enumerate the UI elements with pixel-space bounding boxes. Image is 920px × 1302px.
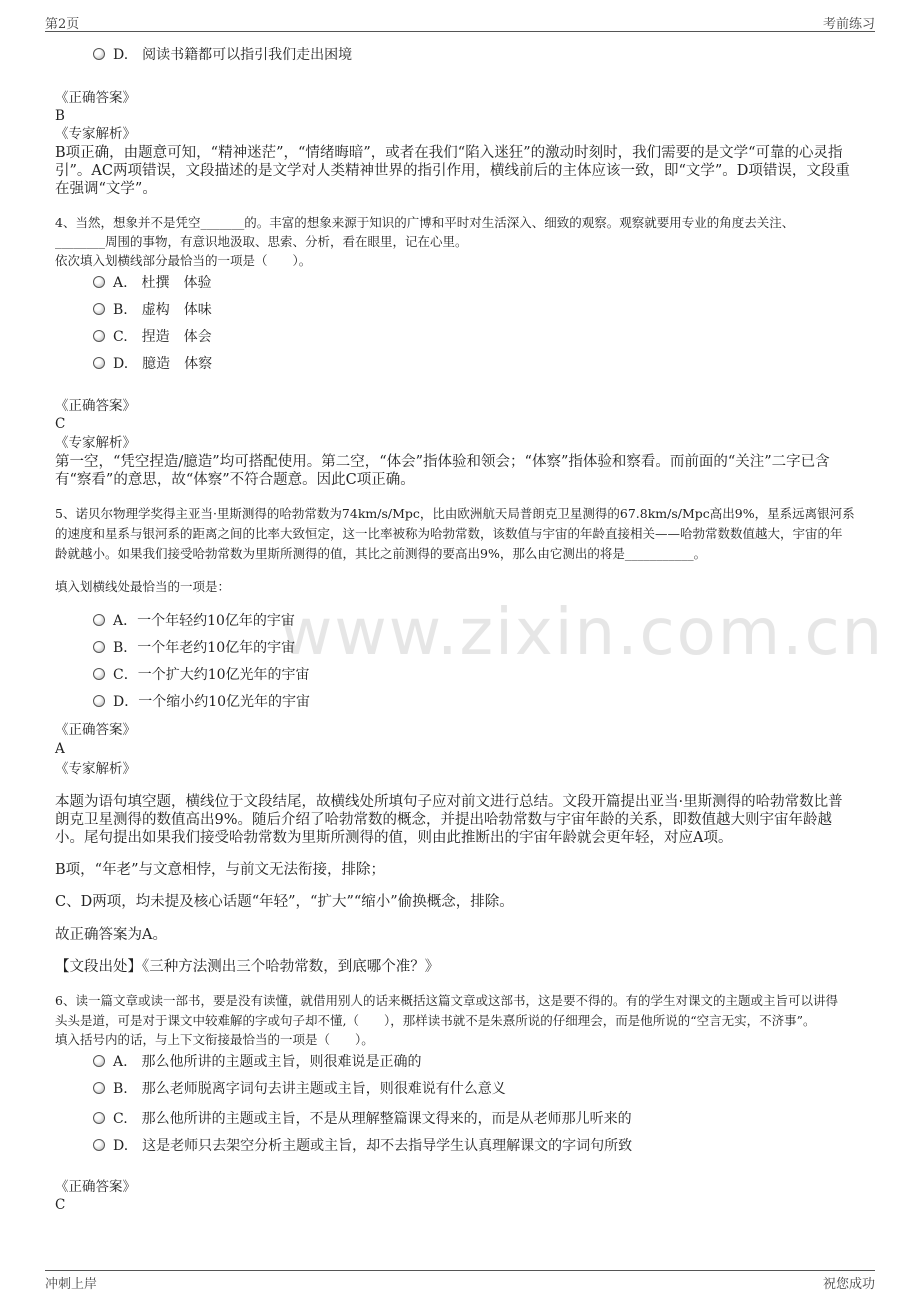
radio-icon[interactable] bbox=[93, 48, 105, 60]
q5-stem-line: 的速度和星系与银河系的距离之间的比率大致恒定，这一比率被称为哈勃常数，该数值与宇宙的年龄直接相关——哈勃常数数值越大，宇宙的年 bbox=[55, 526, 843, 541]
q4-analysis-line: 有“察看”的意思，故“体察”不符合题意。因此C项正确。 bbox=[55, 472, 415, 488]
radio-icon[interactable] bbox=[93, 1112, 105, 1124]
q5-analysis-title: 《专家解析》 bbox=[55, 761, 136, 777]
q3-answer: B bbox=[55, 108, 65, 124]
q4-analysis-title: 《专家解析》 bbox=[55, 435, 136, 451]
q5-analysis-line: 朗克卫星测得的数值高出9%。随后介绍了哈勃常数的概念，并提出哈勃常数与宇宙年龄的关系，即数值越大则宇宙年龄越 bbox=[55, 812, 832, 828]
q3-analysis-line: B项正确，由题意可知，“精神迷茫”，“情绪晦暗”，或者在我们“陷入迷狂”的激动时刻时，我们需要的是文学“可靠的心灵指 bbox=[55, 145, 843, 161]
q5-stem-line: 龄就越小。如果我们接受哈勃常数为里斯所测得的值，其比之前测得的要高出9%，那么由它测出的将是___________。 bbox=[55, 546, 707, 561]
q3-analysis-line: 引”。AC两项错误，文段描述的是文学对人类精神世界的指引作用，横线前后的主体应该一致，即“文学”。D项错误，文段重 bbox=[55, 163, 850, 179]
q4-stem-line: ________周围的事物，有意识地汲取、思索、分析，看在眼里，记在心里。 bbox=[55, 234, 468, 249]
radio-icon[interactable] bbox=[93, 1082, 105, 1094]
q5-conclusion: 故正确答案为A。 bbox=[55, 927, 167, 943]
radio-icon[interactable] bbox=[93, 1055, 105, 1067]
q6-stem-line: 头头是道，可是对于课文中较难解的字或句子却不懂,（ ），那样读书就不是朱熹所说的仔细理会，而是他所说的“空言无实，不济事”。 bbox=[55, 1013, 816, 1028]
page-number: 第2页 bbox=[45, 17, 80, 32]
footer-right: 祝您成功 bbox=[822, 1277, 875, 1292]
q5-analysis-line: 本题为语句填空题，横线位于文段结尾，故横线处所填句子应对前文进行总结。文段开篇提出亚当·里斯测得的哈勃常数比普 bbox=[55, 794, 843, 810]
q5-analysis-b: B项，“年老”与文意相悖，与前文无法衔接，排除； bbox=[55, 862, 385, 878]
q5-source: 【文段出处】《三种方法测出三个哈勃常数，到底哪个准？》 bbox=[55, 959, 440, 975]
q3-option-d[interactable]: D. 阅读书籍都可以指引我们走出困境 bbox=[93, 46, 352, 64]
q4-option-b[interactable]: B. 虚构 体味 bbox=[93, 301, 212, 319]
q6-option-d[interactable]: D. 这是老师只去架空分析主题或主旨，却不去指导学生认真理解课文的字词句所致 bbox=[93, 1137, 632, 1155]
radio-icon[interactable] bbox=[93, 303, 105, 315]
radio-icon[interactable] bbox=[93, 1139, 105, 1151]
q5-prompt: 填入划横线处最恰当的一项是： bbox=[55, 579, 231, 594]
radio-icon[interactable] bbox=[93, 357, 105, 369]
q3-analysis-title: 《专家解析》 bbox=[55, 126, 136, 142]
q4-option-d[interactable]: D. 臆造 体察 bbox=[93, 355, 212, 373]
q6-stem-line: 填入括号内的话，与上下文衔接最恰当的一项是（ ）。 bbox=[55, 1032, 374, 1047]
page-header bbox=[45, 13, 875, 32]
q4-option-a[interactable]: A. 杜撰 体验 bbox=[93, 274, 212, 292]
radio-icon[interactable] bbox=[93, 330, 105, 342]
q6-answer-title: 《正确答案》 bbox=[55, 1179, 136, 1195]
q5-option-b[interactable]: B．一个年老约10亿年的宇宙 bbox=[93, 639, 295, 657]
radio-icon[interactable] bbox=[93, 668, 105, 680]
q5-stem-line: 5、诺贝尔物理学奖得主亚当·里斯测得的哈勃常数为74km/s/Mpc，比由欧洲航天局普朗克卫星测得的67.8km/s/Mpc高出9%，星系远离银河系 bbox=[55, 506, 855, 521]
q5-analysis-line: 小。尾句提出如果我们接受哈勃常数为里斯所测得的值，则由此推断出的宇宙年龄就会更年轻，对应A项。 bbox=[55, 830, 733, 846]
q5-option-a[interactable]: A．一个年轻约10亿年的宇宙 bbox=[93, 612, 295, 630]
q5-option-c[interactable]: C．一个扩大约10亿光年的宇宙 bbox=[93, 666, 310, 684]
radio-icon[interactable] bbox=[93, 614, 105, 626]
footer-left: 冲刺上岸 bbox=[45, 1277, 98, 1292]
q5-analysis-cd: C、D两项，均未提及核心话题“年轻”，“扩大”“缩小”偷换概念，排除。 bbox=[55, 894, 514, 910]
q4-option-c[interactable]: C. 捏造 体会 bbox=[93, 328, 212, 346]
radio-icon[interactable] bbox=[93, 695, 105, 707]
q4-answer-title: 《正确答案》 bbox=[55, 398, 136, 414]
q4-stem-line: 4、当然，想象并不是凭空_______的。丰富的想象来源于知识的广博和平时对生活深入、细致的观察。观察就要用专业的角度去关注、 bbox=[55, 215, 795, 230]
q6-option-b[interactable]: B. 那么老师脱离字词句去讲主题或主旨，则很难说有什么意义 bbox=[93, 1080, 506, 1098]
q6-option-a[interactable]: A. 那么他所讲的主题或主旨，则很难说是正确的 bbox=[93, 1053, 422, 1071]
page-footer bbox=[45, 1270, 875, 1293]
q6-stem-line: 6、读一篇文章或读一部书，要是没有读懂，就借用别人的话来概括这篇文章或这部书，这是要不得的。有的学生对课文的主题或主旨可以讲得 bbox=[55, 993, 838, 1008]
q3-analysis-line: 在强调“文学”。 bbox=[55, 181, 157, 197]
q5-answer-title: 《正确答案》 bbox=[55, 722, 136, 738]
q5-option-d[interactable]: D．一个缩小约10亿光年的宇宙 bbox=[93, 693, 310, 711]
q6-answer: C bbox=[55, 1197, 66, 1213]
watermark: www.zixin.com.cn bbox=[280, 596, 885, 670]
radio-icon[interactable] bbox=[93, 641, 105, 653]
q4-analysis-line: 第一空，“凭空捏造/臆造”均可搭配使用。第二空，“体会”指体验和领会；“体察”指体验和察看。而前面的“关注”二字已含 bbox=[55, 454, 830, 470]
radio-icon[interactable] bbox=[93, 276, 105, 288]
q4-answer: C bbox=[55, 416, 66, 432]
q4-stem-line: 依次填入划横线部分最恰当的一项是（ ）。 bbox=[55, 253, 312, 268]
header-title: 考前练习 bbox=[822, 17, 875, 32]
q3-answer-title: 《正确答案》 bbox=[55, 90, 136, 106]
q6-option-c[interactable]: C. 那么他所讲的主题或主旨，不是从理解整篇课文得来的，而是从老师那儿听来的 bbox=[93, 1110, 632, 1128]
q5-answer: A bbox=[55, 741, 65, 757]
